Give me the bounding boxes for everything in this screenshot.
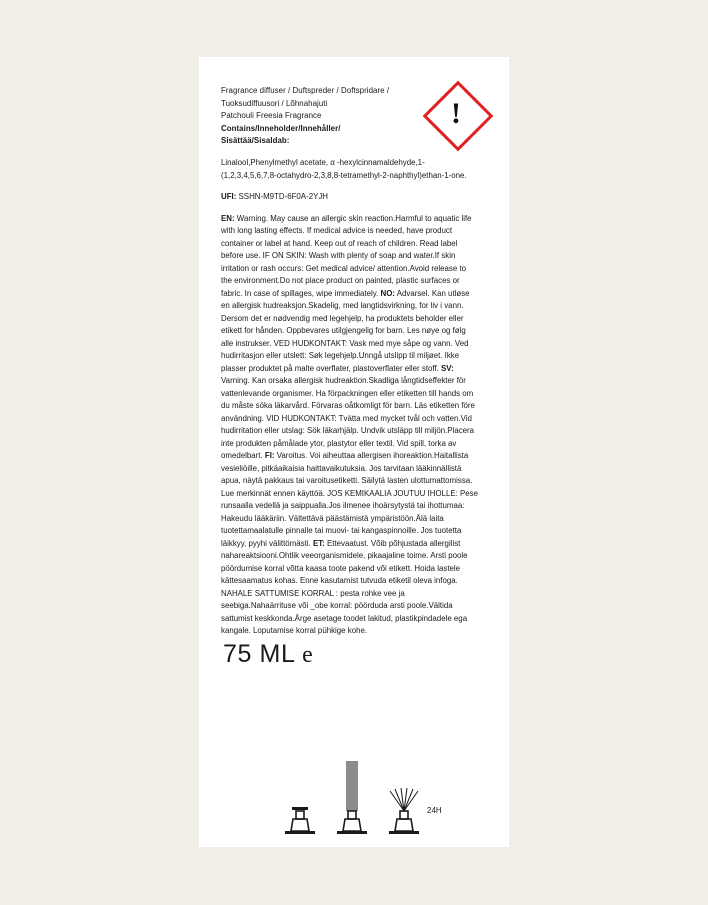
warning-lang-code-fi: FI: <box>264 451 275 461</box>
exclamation-mark-icon: ! <box>451 97 461 130</box>
warning-lang-code-sv: SV: <box>441 363 454 373</box>
ufi-label: UFI: <box>221 192 237 202</box>
contains-label-line-1: Contains/Inneholder/Innehåller/ <box>221 123 341 133</box>
product-title-line-2: Tuoksudiffuusori / Lõhnahajuti <box>221 98 328 108</box>
label-content <box>221 85 487 638</box>
multilingual-warnings <box>221 213 479 638</box>
warning-text-en: Warning. May cause an allergic skin reaction.Harmful to aquatic life with long lasting effects. If medical advice is needed, have product container or label at hand. Keep out of reach of children. Read label before use. IF ON SKIN: Wash with plenty of soap and water.If skin irritation or rash occurs: Get medical advice/ attention.Avoid release to the environment.Do not place product on painted, plastic surfaces or fabric. In case of spillages, wipe immediately. <box>221 213 472 298</box>
product-label-sheet <box>199 57 509 847</box>
diffuser-bottle-closed-icon <box>277 797 323 837</box>
net-volume-value: 75 ML <box>223 640 295 668</box>
warning-text-sv: Varning. Kan orsaka allergisk hudreaktion.Skadliga långtidseffekter för vattenlevande organismer. Ha förpackningen eller etiketten till hands om du måste söka läkarvård. Förvaras oåtkomligt för barn. Läs etiketten före användning. VID HUDKONTAKT: Tvätta med mycket tvål och vatten.Vid hudirritation eller utslag: Sök läkarhjälp. Undvik utsläpp till miljön.Placera inte produkten påmålade ytor, plastytor eller textil. Vid spill, torka av omedelbart. <box>221 376 475 461</box>
net-volume <box>223 640 313 669</box>
contains-label-line-2: Sisättää/Sisaldab: <box>221 136 290 146</box>
ufi-value: SSHN-M9TD-6F0A-2YJH <box>238 192 328 202</box>
warning-lang-code-no: NO: <box>380 288 395 298</box>
warning-text-fi: Varoitus. Voi aiheuttaa allergisen ihoreaktion.Haitallista vesieliöille, pitkäaikaisia haittavaikutuksia. Jos tarvitaan lääkinnällistä apua, näytä pakkaus tai varoitusetiketti. Säilytä lasten ulottumattomissa. Lue merkinnät ennen käyttöä. JOS KEMIKAALIA JOUTUU IHOLLE: Pese runsaalla vedellä ja saippualla.Jos ilmenee ihoärsytystä tai ihottumaa: Hakeudu lääkäriin. Vältettävä päästämistä ympäristöön.Älä laita tuotettamaalatulle pinnalle tai muovi- tai kangaspinnoille. Jos tuotetta läikkyy, pyyhi välittömästi. <box>221 451 478 548</box>
warning-text-no: Advarsel. Kan utløse en allergisk hudreaksjon.Skadelig, med langtidsvirkning, for liv i vann. Dersom det er nødvendig med legehjelp, ha produktets beholder eller etikett for hånden. Oppbevares utilgjengelig for barn. Les nøye og følg alle instrukser. VED HUDKONTAKT: Vask med mye såpe og vann. Ved hudirritasjon eller utslett: Søk legehjelp.Unngå utslipp til miljøet. Ikke plasser produktet på malte overflater, plastoverflater eller stoff. <box>221 288 470 373</box>
warning-lang-code-en: EN: <box>221 213 235 223</box>
ingredients-list: Linalool,Phenylmethyl acetate, α -hexylcinnamaldehyde,1-(1,2,3,4,5,6,7,8-octahydro-2,3,8,8-tetramethyl-2-naphthyl)ethan-1-one. <box>221 157 467 180</box>
estimated-sign-icon: e <box>302 642 314 668</box>
diffuser-with-straight-reeds-icon <box>329 757 375 837</box>
duration-label: 24H <box>427 806 442 815</box>
warning-lang-code-et: ET: <box>312 538 325 548</box>
ufi-code-row <box>221 191 487 204</box>
product-title-line-1: Fragrance diffuser / Duftspreder / Doftspridare / <box>221 86 390 95</box>
warning-text-et: Ettevaatust. Võib põhjustada allergilist nahareaktsiooni.Ohtlik veeorganismidele, pikaajaline toime. Arsti poole pöördumise korral võtta kaasa toote pakend või etikett. Hoida lastele kättesaamatus kohas. Enne kasutamist tutvuda etiketil oleva infoga. NAHALE SATTUMISE KORRAL : pesta rohke vee ja seebiga.Nahaärrituse või _obe korral: pöörduda arsti poole.Vältida sattumist keskkonda.Ärge asetage toodet lakitud, plastikpindadele ega kangale. Loputamise korral pühkige kohe. <box>221 538 468 636</box>
usage-instruction-pictograms <box>259 747 459 837</box>
product-title-line-3: Patchouli Freesia Fragrance <box>221 111 322 121</box>
diffuser-with-fanned-reeds-icon <box>381 787 427 837</box>
product-title-block <box>221 85 396 148</box>
